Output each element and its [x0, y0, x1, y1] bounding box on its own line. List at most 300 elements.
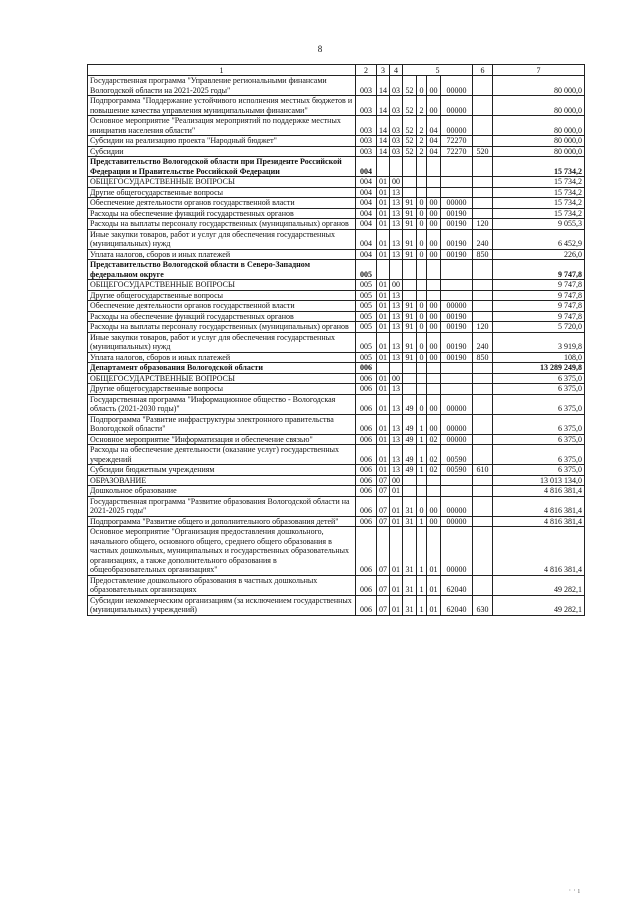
cell-name: Подпрограмма "Развитие инфраструктуры электронного правительства Вологодской области" — [88, 414, 356, 434]
cell-rz: 01 — [377, 177, 390, 188]
cell-c1 — [403, 475, 417, 486]
table-row — [88, 384, 585, 395]
cell-c3: 04 — [427, 136, 441, 147]
table-row — [88, 575, 585, 595]
cell-rz: 01 — [377, 249, 390, 260]
cell-vr — [473, 96, 493, 116]
table-row — [88, 146, 585, 157]
cell-sum: 6 375,0 — [493, 434, 585, 445]
cell-c2 — [417, 177, 427, 188]
table-row — [88, 290, 585, 301]
cell-sum: 80 000,0 — [493, 116, 585, 136]
cell-c1: 91 — [403, 332, 417, 352]
cell-rz: 01 — [377, 311, 390, 322]
cell-g: 005 — [356, 322, 377, 333]
page-number: 8 — [317, 44, 323, 54]
cell-rz: 14 — [377, 96, 390, 116]
cell-sum: 9 747,8 — [493, 280, 585, 291]
cell-g: 006 — [356, 363, 377, 374]
cell-vr: 120 — [473, 322, 493, 333]
cell-rz: 01 — [377, 434, 390, 445]
cell-pr: 13 — [390, 249, 403, 260]
cell-rz: 01 — [377, 445, 390, 465]
table-row — [88, 311, 585, 322]
cell-pr: 13 — [390, 465, 403, 476]
cell-rz: 01 — [377, 290, 390, 301]
corner-mark: · · ı — [568, 886, 580, 895]
cell-sum: 9 055,3 — [493, 219, 585, 230]
table-row — [88, 198, 585, 209]
cell-c4: 00190 — [441, 311, 473, 322]
cell-c4: 00000 — [441, 527, 473, 576]
cell-vr — [473, 260, 493, 280]
cell-c3: 00 — [427, 414, 441, 434]
cell-c4: 00000 — [441, 116, 473, 136]
cell-c2: 0 — [417, 249, 427, 260]
cell-c4: 00190 — [441, 332, 473, 352]
cell-vr — [473, 363, 493, 374]
cell-c2: 0 — [417, 352, 427, 363]
cell-vr: 850 — [473, 352, 493, 363]
cell-c1: 52 — [403, 136, 417, 147]
cell-c3: 00 — [427, 96, 441, 116]
table-row — [88, 76, 585, 96]
cell-g: 003 — [356, 116, 377, 136]
cell-g: 006 — [356, 575, 377, 595]
cell-pr: 03 — [390, 146, 403, 157]
cell-rz: 01 — [377, 352, 390, 363]
cell-rz: 01 — [377, 219, 390, 230]
cell-pr: 13 — [390, 414, 403, 434]
cell-pr: 13 — [390, 290, 403, 301]
cell-c1 — [403, 290, 417, 301]
cell-vr: 240 — [473, 229, 493, 249]
header-cell: 1 — [88, 65, 356, 76]
cell-g: 005 — [356, 352, 377, 363]
cell-sum: 4 816 381,4 — [493, 496, 585, 516]
cell-name: Субсидии — [88, 146, 356, 157]
cell-c2: 2 — [417, 146, 427, 157]
header-cell: 6 — [473, 65, 493, 76]
cell-c1: 52 — [403, 116, 417, 136]
cell-g: 004 — [356, 187, 377, 198]
cell-g: 005 — [356, 290, 377, 301]
cell-vr — [473, 516, 493, 527]
cell-sum: 15 734,2 — [493, 187, 585, 198]
table-row — [88, 136, 585, 147]
cell-rz: 07 — [377, 527, 390, 576]
cell-pr — [390, 157, 403, 177]
cell-c1: 91 — [403, 249, 417, 260]
cell-c4 — [441, 363, 473, 374]
cell-c4: 00000 — [441, 434, 473, 445]
cell-c2: 1 — [417, 445, 427, 465]
cell-c1: 31 — [403, 516, 417, 527]
cell-c2: 1 — [417, 434, 427, 445]
cell-pr: 13 — [390, 322, 403, 333]
cell-c1 — [403, 260, 417, 280]
cell-c3 — [427, 157, 441, 177]
table-row — [88, 301, 585, 312]
cell-name: Субсидии некоммерческим организациям (за исключением государственных (муниципальных) учреждений) — [88, 595, 356, 615]
cell-c4: 00190 — [441, 229, 473, 249]
cell-c1 — [403, 384, 417, 395]
cell-c1: 31 — [403, 595, 417, 615]
cell-c3: 01 — [427, 527, 441, 576]
cell-rz — [377, 260, 390, 280]
cell-g: 006 — [356, 465, 377, 476]
cell-g: 004 — [356, 219, 377, 230]
header-cell: 3 — [377, 65, 390, 76]
cell-g: 004 — [356, 198, 377, 209]
cell-c1: 91 — [403, 311, 417, 322]
table-row — [88, 219, 585, 230]
table-row — [88, 486, 585, 497]
cell-pr: 03 — [390, 136, 403, 147]
header-cell: 7 — [493, 65, 585, 76]
cell-sum: 6 452,9 — [493, 229, 585, 249]
table-row — [88, 96, 585, 116]
cell-name: Иные закупки товаров, работ и услуг для обеспечения государственных (муниципальных) нужд — [88, 229, 356, 249]
cell-sum: 226,0 — [493, 249, 585, 260]
cell-name: Другие общегосударственные вопросы — [88, 187, 356, 198]
cell-c1: 52 — [403, 76, 417, 96]
cell-vr — [473, 394, 493, 414]
cell-c1: 49 — [403, 414, 417, 434]
cell-pr: 01 — [390, 516, 403, 527]
cell-c3 — [427, 187, 441, 198]
table-row — [88, 332, 585, 352]
cell-c1: 49 — [403, 445, 417, 465]
table-row — [88, 445, 585, 465]
cell-c1: 31 — [403, 575, 417, 595]
cell-name: Расходы на обеспечение функций государственных органов — [88, 311, 356, 322]
cell-name: ОБЩЕГОСУДАРСТВЕННЫЕ ВОПРОСЫ — [88, 373, 356, 384]
cell-rz: 07 — [377, 595, 390, 615]
cell-vr — [473, 475, 493, 486]
cell-name: Представительство Вологодской области при Президенте Российской Федерации и Правительстве Российской Федерации — [88, 157, 356, 177]
cell-name: Подпрограмма "Развитие общего и дополнительного образования детей" — [88, 516, 356, 527]
cell-g: 004 — [356, 229, 377, 249]
cell-vr — [473, 208, 493, 219]
cell-sum: 6 375,0 — [493, 373, 585, 384]
cell-name: Обеспечение деятельности органов государственной власти — [88, 301, 356, 312]
cell-g: 003 — [356, 96, 377, 116]
cell-c2: 0 — [417, 496, 427, 516]
cell-name: Расходы на обеспечение деятельности (оказание услуг) государственных учреждений — [88, 445, 356, 465]
cell-sum: 49 282,1 — [493, 575, 585, 595]
cell-c1: 49 — [403, 434, 417, 445]
cell-sum: 13 013 134,0 — [493, 475, 585, 486]
cell-vr — [473, 177, 493, 188]
cell-c3: 01 — [427, 575, 441, 595]
cell-c2: 0 — [417, 219, 427, 230]
header-cell: 5 — [403, 65, 473, 76]
cell-c4 — [441, 187, 473, 198]
cell-name: Предоставление дошкольного образования в частных дошкольных образовательных организациях — [88, 575, 356, 595]
cell-pr: 03 — [390, 96, 403, 116]
cell-c1: 91 — [403, 208, 417, 219]
cell-pr — [390, 363, 403, 374]
cell-sum: 15 734,2 — [493, 177, 585, 188]
cell-c4: 00190 — [441, 208, 473, 219]
cell-name: Расходы на выплаты персоналу государственных (муниципальных) органов — [88, 219, 356, 230]
cell-rz: 01 — [377, 414, 390, 434]
header-cell: 4 — [390, 65, 403, 76]
cell-rz: 01 — [377, 394, 390, 414]
cell-sum: 80 000,0 — [493, 96, 585, 116]
cell-rz: 01 — [377, 187, 390, 198]
cell-c4: 00190 — [441, 249, 473, 260]
cell-name: Дошкольное образование — [88, 486, 356, 497]
cell-sum: 4 816 381,4 — [493, 516, 585, 527]
cell-g: 006 — [356, 445, 377, 465]
cell-c3: 01 — [427, 595, 441, 615]
cell-sum: 13 289 249,8 — [493, 363, 585, 374]
cell-c3: 00 — [427, 301, 441, 312]
cell-pr: 13 — [390, 208, 403, 219]
cell-pr: 01 — [390, 595, 403, 615]
cell-rz: 14 — [377, 146, 390, 157]
cell-c2: 2 — [417, 136, 427, 147]
cell-vr — [473, 116, 493, 136]
cell-pr: 13 — [390, 311, 403, 322]
cell-c3 — [427, 260, 441, 280]
table-row — [88, 116, 585, 136]
cell-pr: 13 — [390, 219, 403, 230]
table-row — [88, 187, 585, 198]
cell-name: ОБЩЕГОСУДАРСТВЕННЫЕ ВОПРОСЫ — [88, 280, 356, 291]
cell-name: Государственная программа "Управление региональными финансами Вологодской области на 2021-2025 годы" — [88, 76, 356, 96]
cell-pr: 00 — [390, 373, 403, 384]
cell-name: Подпрограмма "Поддержание устойчивого исполнения местных бюджетов и повышение качества управления муниципальными финансами" — [88, 96, 356, 116]
cell-vr — [473, 157, 493, 177]
cell-c4 — [441, 157, 473, 177]
cell-pr: 00 — [390, 177, 403, 188]
cell-c3: 00 — [427, 76, 441, 96]
cell-name: Субсидии бюджетным учреждениям — [88, 465, 356, 476]
cell-c3: 00 — [427, 496, 441, 516]
cell-g: 005 — [356, 332, 377, 352]
cell-c3 — [427, 290, 441, 301]
cell-name: Уплата налогов, сборов и иных платежей — [88, 352, 356, 363]
cell-vr: 630 — [473, 595, 493, 615]
cell-name: Основное мероприятие "Информатизация и обеспечение связью" — [88, 434, 356, 445]
cell-c1 — [403, 373, 417, 384]
cell-c3: 02 — [427, 434, 441, 445]
cell-rz: 14 — [377, 116, 390, 136]
cell-c4: 62040 — [441, 595, 473, 615]
cell-vr — [473, 187, 493, 198]
cell-sum: 15 734,2 — [493, 208, 585, 219]
table-row — [88, 434, 585, 445]
cell-g: 006 — [356, 434, 377, 445]
cell-g: 004 — [356, 249, 377, 260]
cell-pr: 13 — [390, 445, 403, 465]
cell-pr: 13 — [390, 384, 403, 395]
cell-pr: 01 — [390, 575, 403, 595]
cell-c1 — [403, 187, 417, 198]
table-row — [88, 229, 585, 249]
cell-c3: 04 — [427, 116, 441, 136]
cell-vr — [473, 290, 493, 301]
cell-pr: 13 — [390, 332, 403, 352]
cell-g: 005 — [356, 280, 377, 291]
table-row — [88, 465, 585, 476]
cell-sum: 9 747,8 — [493, 311, 585, 322]
cell-c3: 00 — [427, 229, 441, 249]
cell-c2: 1 — [417, 465, 427, 476]
cell-c2: 1 — [417, 414, 427, 434]
cell-g: 004 — [356, 157, 377, 177]
cell-sum: 9 747,8 — [493, 301, 585, 312]
cell-vr — [473, 384, 493, 395]
cell-c2 — [417, 475, 427, 486]
cell-name: Другие общегосударственные вопросы — [88, 290, 356, 301]
cell-pr: 03 — [390, 76, 403, 96]
cell-name: Другие общегосударственные вопросы — [88, 384, 356, 395]
cell-pr: 00 — [390, 280, 403, 291]
cell-name: Расходы на обеспечение функций государственных органов — [88, 208, 356, 219]
cell-pr: 13 — [390, 352, 403, 363]
cell-c2: 0 — [417, 76, 427, 96]
cell-g: 006 — [356, 373, 377, 384]
cell-c1: 91 — [403, 301, 417, 312]
cell-name: Расходы на выплаты персоналу государственных (муниципальных) органов — [88, 322, 356, 333]
cell-pr: 13 — [390, 229, 403, 249]
cell-c3 — [427, 363, 441, 374]
cell-c2 — [417, 384, 427, 395]
cell-g: 003 — [356, 136, 377, 147]
cell-rz: 01 — [377, 384, 390, 395]
cell-g: 005 — [356, 301, 377, 312]
cell-vr — [473, 311, 493, 322]
cell-c3: 00 — [427, 516, 441, 527]
table-row — [88, 394, 585, 414]
cell-c4: 00590 — [441, 445, 473, 465]
cell-rz: 01 — [377, 465, 390, 476]
cell-g: 006 — [356, 384, 377, 395]
cell-c3: 00 — [427, 249, 441, 260]
cell-c1: 91 — [403, 219, 417, 230]
cell-c3: 00 — [427, 322, 441, 333]
cell-name: Уплата налогов, сборов и иных платежей — [88, 249, 356, 260]
cell-c2 — [417, 363, 427, 374]
cell-vr — [473, 434, 493, 445]
cell-rz: 01 — [377, 332, 390, 352]
cell-c3: 00 — [427, 208, 441, 219]
cell-rz: 01 — [377, 373, 390, 384]
cell-c2: 1 — [417, 595, 427, 615]
cell-c3 — [427, 384, 441, 395]
cell-vr — [473, 373, 493, 384]
cell-pr: 13 — [390, 301, 403, 312]
cell-c3: 00 — [427, 394, 441, 414]
cell-rz: 01 — [377, 229, 390, 249]
cell-sum: 6 375,0 — [493, 394, 585, 414]
cell-c2: 0 — [417, 301, 427, 312]
cell-rz: 07 — [377, 575, 390, 595]
cell-c4 — [441, 280, 473, 291]
cell-c4: 00190 — [441, 219, 473, 230]
cell-c2: 1 — [417, 516, 427, 527]
cell-g: 006 — [356, 414, 377, 434]
cell-rz: 07 — [377, 516, 390, 527]
table-row — [88, 516, 585, 527]
cell-sum: 4 816 381,4 — [493, 486, 585, 497]
cell-c4: 00000 — [441, 496, 473, 516]
cell-c4 — [441, 260, 473, 280]
cell-c2: 0 — [417, 394, 427, 414]
cell-vr — [473, 445, 493, 465]
table-header-row — [88, 65, 585, 76]
cell-c1: 31 — [403, 527, 417, 576]
cell-rz: 14 — [377, 76, 390, 96]
cell-c2 — [417, 157, 427, 177]
cell-c2 — [417, 373, 427, 384]
table-row — [88, 595, 585, 615]
cell-sum: 80 000,0 — [493, 76, 585, 96]
table-row — [88, 475, 585, 486]
cell-c3: 00 — [427, 311, 441, 322]
cell-c4: 00000 — [441, 198, 473, 209]
cell-sum: 9 747,8 — [493, 260, 585, 280]
cell-c4: 00190 — [441, 322, 473, 333]
cell-sum: 80 000,0 — [493, 136, 585, 147]
cell-c1: 91 — [403, 322, 417, 333]
cell-g: 006 — [356, 527, 377, 576]
cell-c2: 2 — [417, 96, 427, 116]
cell-c2: 0 — [417, 332, 427, 352]
table-row — [88, 496, 585, 516]
cell-name: Иные закупки товаров, работ и услуг для обеспечения государственных (муниципальных) нужд — [88, 332, 356, 352]
cell-c2: 2 — [417, 116, 427, 136]
cell-pr: 13 — [390, 198, 403, 209]
cell-g: 005 — [356, 311, 377, 322]
cell-g: 005 — [356, 260, 377, 280]
cell-sum: 6 375,0 — [493, 414, 585, 434]
table-row — [88, 208, 585, 219]
cell-vr — [473, 527, 493, 576]
cell-rz: 01 — [377, 208, 390, 219]
table-row — [88, 373, 585, 384]
cell-vr — [473, 136, 493, 147]
cell-vr — [473, 76, 493, 96]
cell-name: Представительство Вологодской области в Северо-Западном федеральном округе — [88, 260, 356, 280]
cell-g: 004 — [356, 177, 377, 188]
cell-c2 — [417, 280, 427, 291]
cell-c1: 52 — [403, 96, 417, 116]
cell-vr — [473, 575, 493, 595]
cell-pr: 13 — [390, 394, 403, 414]
cell-rz: 14 — [377, 136, 390, 147]
cell-vr — [473, 280, 493, 291]
cell-sum: 6 375,0 — [493, 445, 585, 465]
cell-sum: 6 375,0 — [493, 384, 585, 395]
table-row — [88, 527, 585, 576]
cell-sum: 3 919,8 — [493, 332, 585, 352]
cell-sum: 49 282,1 — [493, 595, 585, 615]
cell-vr — [473, 486, 493, 497]
cell-g: 006 — [356, 496, 377, 516]
cell-c3: 04 — [427, 146, 441, 157]
cell-c1 — [403, 157, 417, 177]
cell-name: ОБРАЗОВАНИЕ — [88, 475, 356, 486]
table-row — [88, 352, 585, 363]
cell-g: 006 — [356, 516, 377, 527]
cell-vr: 850 — [473, 249, 493, 260]
budget-table — [87, 64, 585, 616]
